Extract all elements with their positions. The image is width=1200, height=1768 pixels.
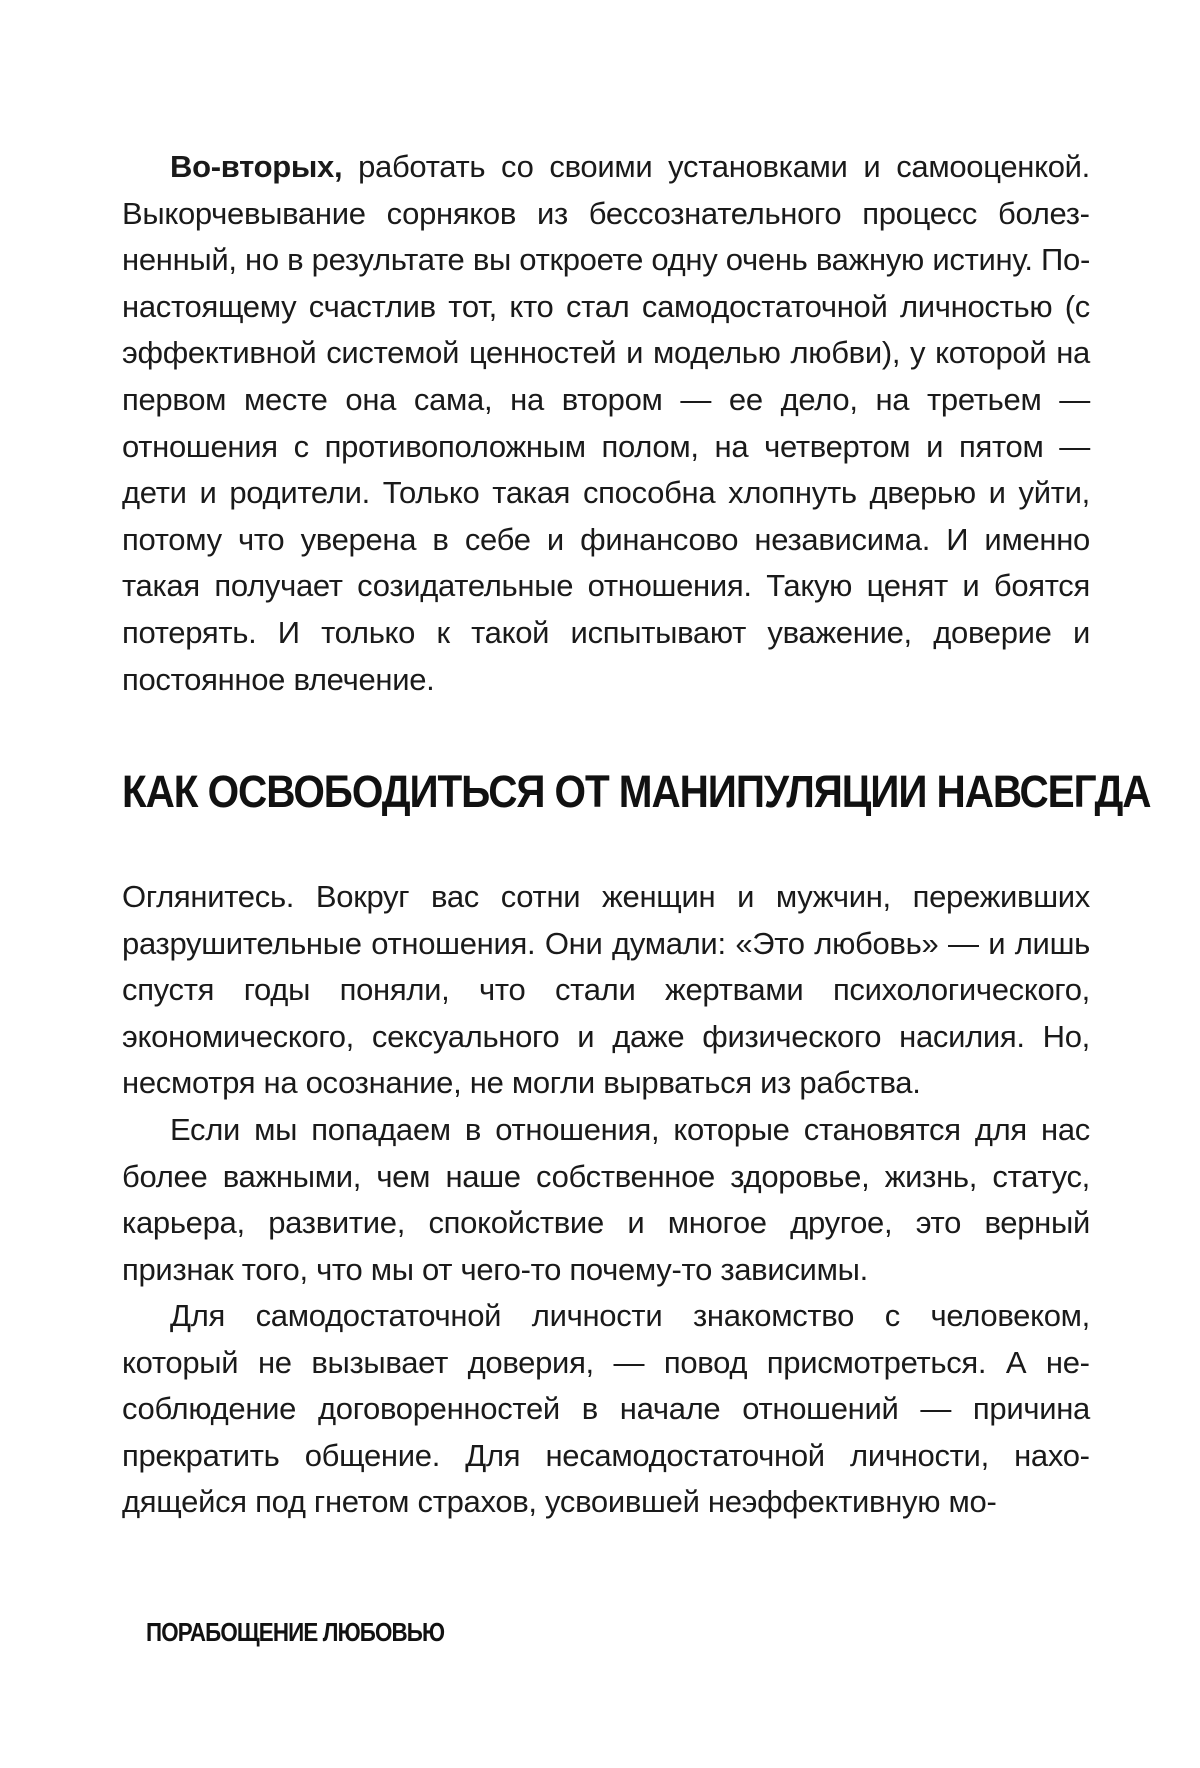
section-heading: КАК ОСВОБОДИТЬСЯ ОТ МАНИПУЛЯЦИИ НАВСЕГДА xyxy=(122,766,1151,817)
paragraph-self-sufficient-person: Для самодостаточной личности знакомство с человеком, который не вызывает доверия, — повод присмотреться. А несоблюдение договоренностей в начале отношений — причина прекратить общение. Для несамодостаточной личности, находящейся под гнетом страхов, усвоившей неэффективную мо- xyxy=(122,1298,1090,1520)
paragraph-look-around: Оглянитесь. Вокруг вас сотни женщин и мужчин, переживших разрушительные отношения. Они думали: «Это любовь» — и лишь спустя годы поняли, что стали жертвами психологического, экономического, сексуального и даже физического насилия. Но, несмотря на осознание, не могли вырваться из рабства. xyxy=(122,879,1090,1101)
paragraph-lead-bold: Во-вторых, xyxy=(170,149,343,184)
paragraph-self-sufficiency xyxy=(122,144,1090,703)
paragraph-body: работать со своими установками и самооценкой. Выкорчевывание сорняков из бессознательного процесс болезненный, но в результате вы откроете одну очень важную истину. По-настоящему счастлив тот, кто стал самодостаточной личностью (с эффективной системой ценностей и моделью любви), у которой на первом месте она сама, на втором — ее дело, на третьем — отношения с противоположным полом, на четвертом и пятом — дети и родители. Только такая способна хлопнуть дверью и уйти, потому что уверена в себе и финансово независима. И именно такая получает созидательные отношения. Такую ценят и боятся потерять. И только к такой испытывают уважение, доверие и постоянное влечение. xyxy=(122,149,1090,697)
paragraph-dependency-sign: Если мы попадаем в отношения, которые становятся для нас более важными, чем наше собственное здоровье, жизнь, статус, карьера, развитие, спокойствие и многое другое, это верный признак того, что мы от чего-то почему-то зависимы. xyxy=(122,1112,1090,1287)
running-footer-book-title: ПОРАБОЩЕНИЕ ЛЮБОВЬЮ xyxy=(146,1617,445,1647)
